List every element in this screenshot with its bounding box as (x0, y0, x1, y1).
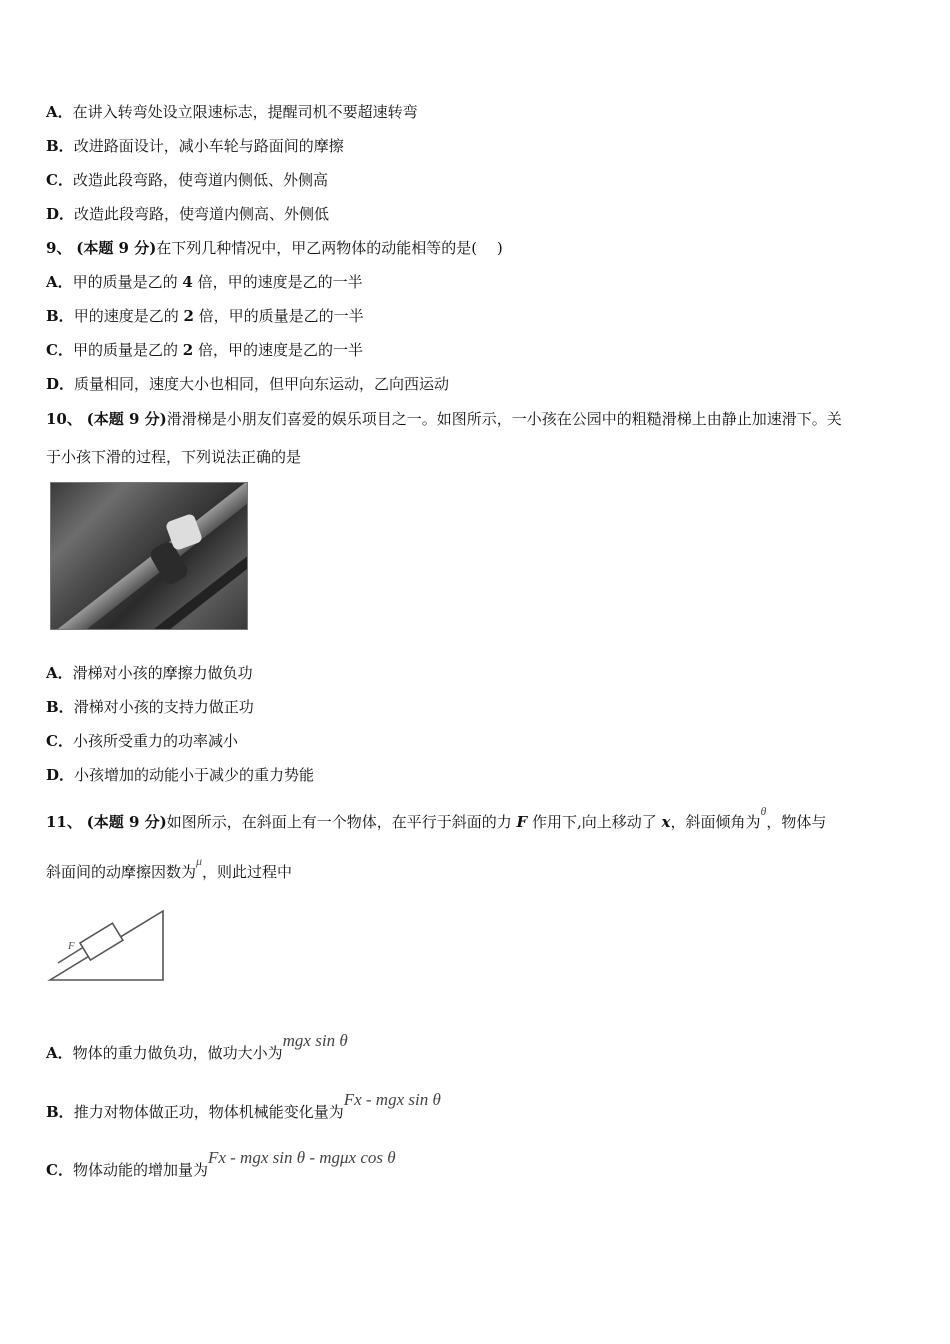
force-label: F (68, 940, 75, 952)
formula: Fx - mgx sin θ - mgμx cos θ (207, 1148, 396, 1167)
option-text: 倍，甲的质量是乙的一半 (193, 307, 364, 325)
q9-option-d (46, 374, 449, 394)
block (80, 923, 123, 960)
question-stem: ，斜面倾角为 (670, 813, 761, 831)
option-letter: A． (46, 273, 73, 291)
question-tag: (本题 9 分) (76, 239, 157, 257)
q11-option-c (46, 1148, 396, 1180)
question-stem: 在下列几种情况中，甲乙两物体的动能相等的是( ) (156, 239, 503, 257)
question-10-stem-line2 (46, 447, 301, 467)
option-text: 改造此段弯路，使弯道内侧高、外侧低 (74, 205, 330, 223)
q9-option-b (46, 306, 364, 326)
option-letter: C． (46, 732, 73, 750)
question-number: 10、 (46, 410, 82, 428)
option-text: 滑梯对小孩的支持力做正功 (73, 698, 254, 716)
option-text: 质量相同，速度大小也相同，但甲向东运动，乙向西运动 (74, 375, 450, 393)
option-d (46, 204, 329, 224)
displacement-symbol: x (661, 813, 671, 831)
q10-option-c (46, 731, 238, 751)
option-text: 甲的质量是乙的 (72, 273, 183, 291)
formula: Fx - mgx sin θ (343, 1090, 441, 1109)
force-symbol: F (516, 813, 528, 831)
q10-option-a (46, 663, 253, 683)
q10-option-b (46, 697, 254, 717)
option-number: 4 (182, 273, 193, 291)
question-stem: 于小孩下滑的过程，下列说法正确的是 (46, 448, 302, 466)
option-text: 倍，甲的速度是乙的一半 (192, 273, 363, 291)
question-tag: (本题 9 分) (86, 410, 167, 428)
option-text: 小孩增加的动能小于减少的重力势能 (74, 766, 315, 784)
question-stem: 作用下,向上移动了 (527, 813, 662, 831)
question-stem: ，则此过程中 (202, 863, 293, 881)
option-text: 倍，甲的速度是乙的一半 (193, 341, 363, 359)
option-letter: A． (46, 1044, 73, 1062)
option-a (46, 102, 418, 122)
question-number: 11、 (46, 813, 82, 831)
option-text: 物体的重力做负功，做功大小为 (72, 1044, 283, 1062)
slide-rail (50, 482, 248, 630)
option-letter: D． (46, 375, 75, 393)
option-letter: D． (46, 205, 75, 223)
question-number: 9、 (46, 239, 72, 257)
option-letter: A． (46, 664, 73, 682)
question-11-stem-line2 (46, 854, 293, 883)
question-10-stem-line1 (46, 409, 842, 429)
option-letter: C． (46, 171, 73, 189)
q9-option-a (46, 272, 363, 292)
option-letter: C． (46, 341, 73, 359)
question-stem: ，物体与 (766, 813, 827, 831)
option-letter: A． (46, 103, 73, 121)
option-text: 物体动能的增加量为 (72, 1161, 208, 1179)
option-letter: D． (46, 766, 75, 784)
option-text: 甲的速度是乙的 (73, 307, 184, 325)
formula: mgx sin θ (282, 1031, 348, 1050)
option-number: 2 (183, 307, 194, 325)
option-text: 改造此段弯路，使弯道内侧低、外侧高 (72, 171, 328, 189)
theta-symbol: θ (760, 804, 767, 818)
option-letter: B． (46, 137, 74, 155)
q10-option-d (46, 765, 314, 785)
question-stem: 滑滑梯是小朋友们喜爱的娱乐项目之一。如图所示，一小孩在公园中的粗糙滑梯上由静止加速滑下。关 (166, 410, 842, 428)
question-11-stem-line1 (46, 804, 827, 833)
mu-symbol: μ (196, 854, 203, 868)
question-stem: 如图所示，在斜面上有一个物体，在平行于斜面的力 (166, 813, 517, 831)
option-text: 在讲入转弯处设立限速标志，提醒司机不要超速转弯 (72, 103, 418, 121)
incline-diagram (46, 905, 170, 987)
option-b (46, 136, 344, 156)
slide-photo (50, 482, 248, 630)
option-letter: B． (46, 307, 74, 325)
option-text: 滑梯对小孩的摩擦力做负功 (72, 664, 253, 682)
option-letter: B． (46, 698, 74, 716)
option-text: 甲的质量是乙的 (72, 341, 183, 359)
option-text: 小孩所受重力的功率减小 (72, 732, 238, 750)
question-tag: (本题 9 分) (86, 813, 167, 831)
option-text: 改进路面设计，减小车轮与路面间的摩擦 (73, 137, 344, 155)
option-letter: C． (46, 1161, 73, 1179)
q9-option-c (46, 340, 363, 360)
option-letter: B． (46, 1103, 74, 1121)
q11-option-a (46, 1031, 348, 1063)
option-number: 2 (182, 341, 194, 359)
question-9-stem (46, 238, 503, 258)
question-stem: 斜面间的动摩擦因数为 (46, 863, 197, 881)
q11-option-b (46, 1090, 441, 1122)
option-text: 推力对物体做正功，物体机械能变化量为 (73, 1103, 344, 1121)
option-c (46, 170, 328, 190)
